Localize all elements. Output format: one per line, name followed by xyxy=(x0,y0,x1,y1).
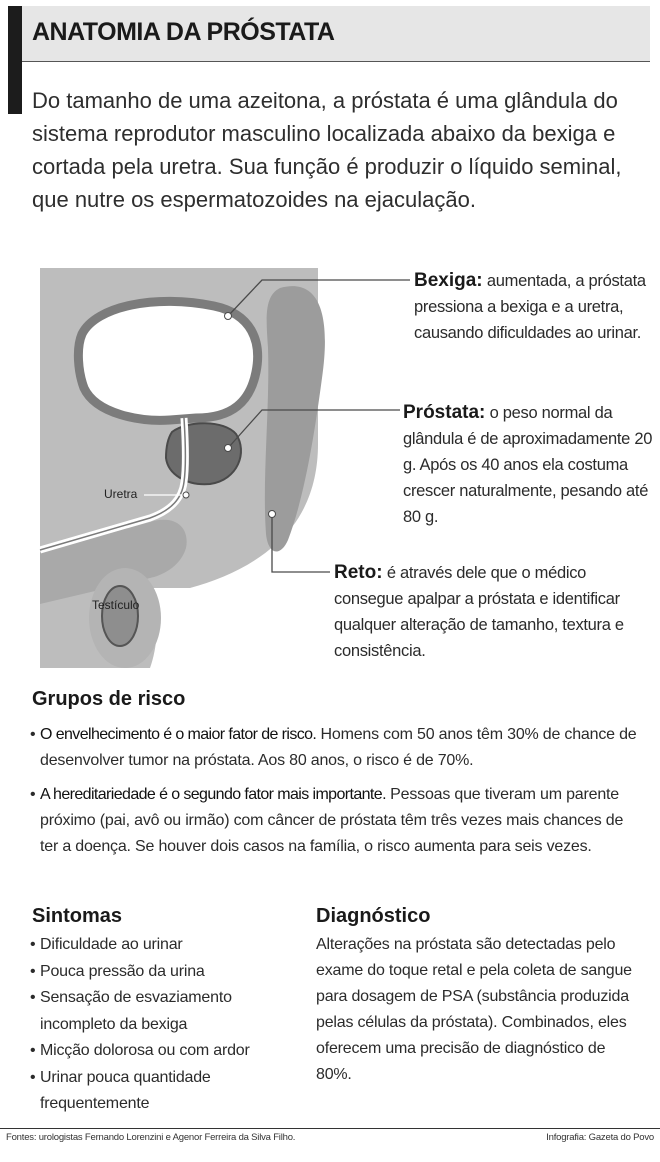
symptom-item: • Sensação de esvaziamento incompleto da bexiga xyxy=(30,989,232,1033)
footer-credit: Infografia: Gazeta do Povo xyxy=(546,1132,654,1143)
testicle-shape xyxy=(102,586,138,646)
risk-item-text: Homens com 50 anos têm 30% de chance de desenvolver tumor na próstata. Aos 80 anos, o risco é de 70%. xyxy=(40,726,637,769)
footer-divider xyxy=(0,1128,660,1129)
bladder-shape xyxy=(78,301,257,420)
symptoms-heading: Sintomas xyxy=(32,905,123,927)
page-title: ANATOMIA DA PRÓSTATA xyxy=(32,18,335,46)
risk-list xyxy=(30,722,645,860)
diagnosis-text: Alterações na próstata são detectadas pelo exame do toque retal e pela coleta de sangue para dosagem de PSA (substância produzida pelas células da próstata). Combinados, eles oferecem uma precisão de diagnóstico de 80%. xyxy=(316,936,632,1083)
risk-heading: Grupos de risco xyxy=(32,688,186,710)
intro-text: Do tamanho de uma azeitona, a próstata é uma glândula do sistema reprodutor masculino localizada abaixo da bexiga e cortada pela uretra. Sua função é produzir o líquido seminal, que nutre os espermatozoides na ejaculação. xyxy=(32,88,622,212)
risk-item-lead: O envelhecimento é o maior fator de risco. xyxy=(40,726,317,743)
bexiga-callout xyxy=(414,268,650,346)
prostata-callout xyxy=(403,400,653,530)
bexiga-title: Bexiga: xyxy=(414,270,483,291)
symptom-item: • Dificuldade ao urinar xyxy=(30,936,183,953)
symptom-item: • Micção dolorosa ou com ardor xyxy=(30,1042,250,1059)
bexiga-text: aumentada, a próstata pressiona a bexiga e a uretra, causando dificuldades ao urinar. xyxy=(414,272,646,342)
reto-title: Reto: xyxy=(334,562,383,583)
header-divider xyxy=(22,61,650,62)
risk-item: • A hereditariedade é o segundo fator mais importante. Pessoas que tiveram um parente próximo (pai, avô ou irmão) com câncer de próstata têm três vezes mais chances de ter a doença. Se houver dois casos na família, o risco aumenta para seis vezes. xyxy=(30,786,624,855)
symptom-item: • Pouca pressão da urina xyxy=(30,962,205,980)
risk-item: • O envelhecimento é o maior fator de risco. Homens com 50 anos têm 30% de chance de desenvolver tumor na próstata. Aos 80 anos, o risco é de 70%. xyxy=(30,726,637,769)
prostata-text: o peso normal da glândula é de aproximadamente 20 g. Após os 40 anos ela costuma crescer naturalmente, pesando até 80 g. xyxy=(403,404,653,526)
testiculo-label: Testículo xyxy=(92,598,140,612)
diagnosis-heading: Diagnóstico xyxy=(316,905,431,927)
footer-sources: Fontes: urologistas Fernando Lorenzini e Agenor Ferreira da Silva Filho. xyxy=(6,1132,296,1143)
risk-item-text: Pessoas que tiveram um parente próximo (pai, avô ou irmão) com câncer de próstata têm três vezes mais chances de ter a doença. Se houver dois casos na família, o risco aumenta para seis vezes. xyxy=(40,786,624,855)
risk-item-lead: A hereditariedade é o segundo fator mais importante. xyxy=(40,786,386,803)
symptoms-list xyxy=(30,932,300,1118)
uretra-label: Uretra xyxy=(104,487,138,501)
prostate-shape xyxy=(166,423,241,484)
symptom-item: • Urinar pouca quantidade frequentemente xyxy=(30,1068,211,1112)
reto-text: é através dele que o médico consegue apalpar a próstata e identificar qualquer alteração de tamanho, textura e consistência. xyxy=(334,564,624,660)
reto-callout xyxy=(334,560,634,664)
header-accent-bar xyxy=(8,6,22,114)
prostata-title: Próstata: xyxy=(403,402,486,423)
